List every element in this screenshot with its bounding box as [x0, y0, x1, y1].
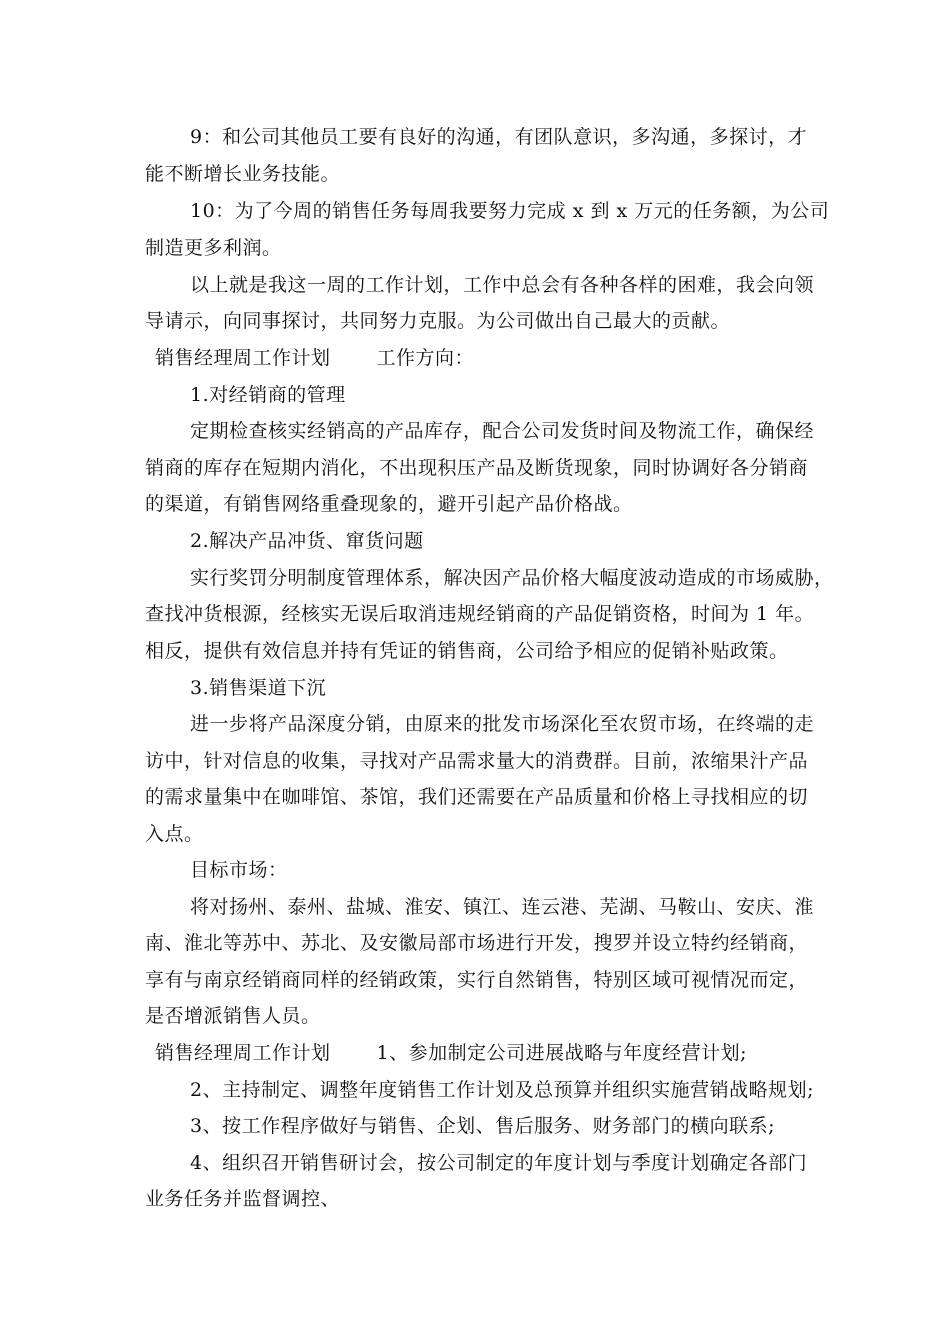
- paragraph-line: 2、主持制定、调整年度销售工作计划及总预算并组织实施营销战略规划;: [190, 1079, 814, 1101]
- paragraph-line: 是否增派销售人员。: [145, 1005, 321, 1027]
- paragraph-line: 访中，针对信息的收集，寻找对产品需求量大的消费群。目前，浓缩果汁产品: [145, 750, 809, 772]
- paragraph-line: 享有与南京经销商同样的经销政策，实行自然销售，特别区域可视情况而定，: [145, 969, 809, 991]
- paragraph-line: 销商的库存在短期内消化，不出现积压产品及断货现象，同时协调好各分销商: [145, 457, 809, 479]
- paragraph-line: 4、组织召开销售研讨会，按公司制定的年度计划与季度计划确定各部门: [190, 1152, 808, 1174]
- heading-text: 工作方向：: [376, 347, 475, 369]
- paragraph-line: 进一步将产品深度分销，由原来的批发市场深化至农贸市场，在终端的走: [190, 713, 815, 735]
- paragraph-line: 南、淮北等苏中、苏北、及安徽局部市场进行开发，搜罗并设立特约经销商，: [145, 932, 809, 954]
- paragraph-line: 相反，提供有效信息并持有凭证的销售商，公司给予相应的促销补贴政策。: [145, 640, 789, 662]
- paragraph-line: 以上就是我这一周的工作计划，工作中总会有各种各样的困难，我会向领: [190, 274, 815, 296]
- subsection-title: 目标市场：: [190, 859, 288, 881]
- paragraph-line: 10：为了今周的销售任务每周我要努力完成 x 到 x 万元的任务额，为公司: [190, 200, 830, 222]
- paragraph-line: 业务任务并监督调控、: [145, 1188, 341, 1210]
- paragraph-line: 能不断增长业务技能。: [145, 163, 341, 185]
- paragraph-line: 3、按工作程序做好与销售、企划、售后服务、财务部门的横向联系;: [190, 1115, 775, 1137]
- section-heading: [155, 1040, 747, 1066]
- paragraph-line: 实行奖罚分明制度管理体系，解决因产品价格大幅度波动造成的市场威胁，: [190, 567, 834, 589]
- paragraph-line: 查找冲货根源，经核实无误后取消违规经销商的产品促销资格，时间为 1 年。: [145, 603, 815, 625]
- heading-title: 销售经理周工作计划: [155, 1042, 331, 1064]
- paragraph-line: 制造更多利润。: [145, 237, 282, 259]
- heading-title: 销售经理周工作计划: [155, 347, 331, 369]
- paragraph-line: 的需求量集中在咖啡馆、茶馆，我们还需要在产品质量和价格上寻找相应的切: [145, 786, 809, 808]
- paragraph-line: 的渠道，有销售网络重叠现象的，避开引起产品价格战。: [145, 493, 633, 515]
- subsection-title: 2.解决产品冲货、窜货问题: [190, 530, 424, 552]
- subsection-title: 3.销售渠道下沉: [190, 677, 327, 699]
- paragraph-line: 入点。: [145, 823, 204, 845]
- section-heading: [155, 345, 474, 371]
- paragraph-line: 9：和公司其他员工要有良好的沟通，有团队意识，多沟通，多探讨，才: [190, 126, 808, 148]
- subsection-title: 1.对经销商的管理: [190, 384, 346, 406]
- heading-text: 1、参加制定公司进展战略与年度经营计划;: [376, 1042, 748, 1064]
- paragraph-line: 将对扬州、泰州、盐城、淮安、镇江、连云港、芜湖、马鞍山、安庆、淮: [190, 896, 815, 918]
- paragraph-line: 定期检查核实经销高的产品库存，配合公司发货时间及物流工作，确保经: [190, 420, 815, 442]
- paragraph-line: 导请示，向同事探讨，共同努力克服。为公司做出自己最大的贡献。: [145, 310, 731, 332]
